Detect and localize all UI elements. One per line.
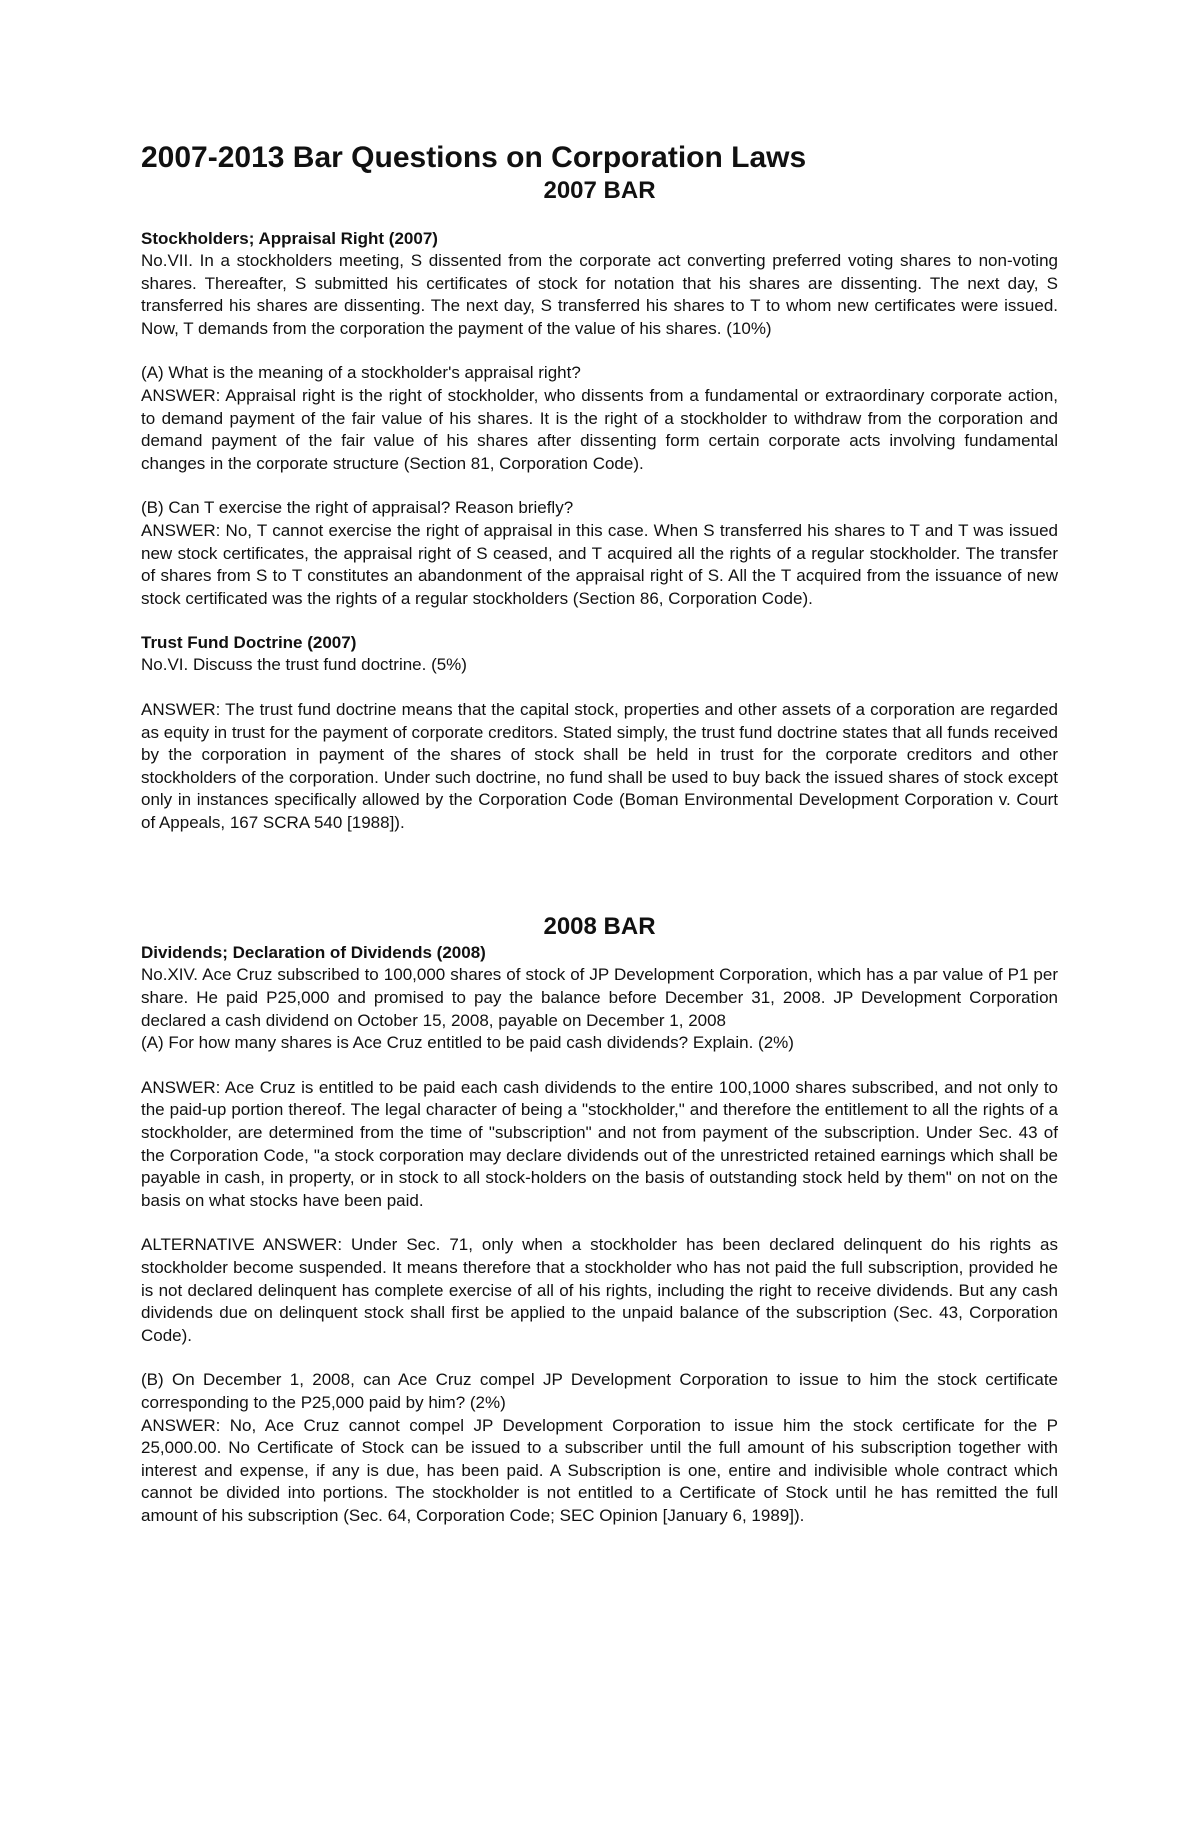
document-page (141, 140, 1058, 1528)
alternative-answer-dividends: ALTERNATIVE ANSWER: Under Sec. 71, only when a stockholder has been declared delinquent do his rights as stockholder become suspended. It means therefore that a stockholder who has not paid the full subscription, provided he is not declared delinquent has complete exercise of all of his rights, including the right to receive dividends. But any cash dividends due on delinquent stock shall first be applied to the unpaid balance of the subscription (Sec. 43, Corporation Code). (141, 1235, 1058, 1345)
question-a-dividends: (A) For how many shares is Ace Cruz entitled to be paid cash dividends? Explain. (2%) (141, 1033, 794, 1053)
answer-a-appraisal: ANSWER: Appraisal right is the right of stockholder, who dissents from a fundamental or extraordinary corporate action, to demand payment of the fair value of his shares. It is the right of a stockholder to withdraw from the corporation and demand payment of the fair value of his shares after dissenting form certain corporate acts involving fundamental changes in the corporate structure (Section 81, Corporation Code). (141, 385, 1058, 473)
document-title: 2007-2013 Bar Questions on Corporation Laws (141, 141, 807, 174)
answer-a-dividends: ANSWER: Ace Cruz is entitled to be paid each cash dividends to the entire 100,1000 shares subscribed, and not only to the paid-up portion thereof. The legal character of being a "stockholder," and therefore the entitlement to all the rights of a stockholder, are determined from the time of "subscription" and not from payment of the subscription. Under Sec. 43 of the Corporation Code, "a stock corporation may declare dividends out of the unrestricted retained earnings which shall be payable in cash, in property, or in stock to all stock-holders on the basis of outstanding stock held by them" on not on the basis on what stocks have been paid. (141, 1077, 1058, 1210)
question-a-appraisal: (A) What is the meaning of a stockholder's appraisal right? (141, 363, 581, 383)
question-dividends: No.XIV. Ace Cruz subscribed to 100,000 shares of stock of JP Development Corporation, which has a par value of P1 per share. He paid P25,000 and promised to pay the balance before December 31, 2008. JP Development Corporation declared a cash dividend on October 15, 2008, payable on December 1, 2008 (141, 965, 1058, 1030)
year-heading-2007: 2007 BAR (543, 177, 656, 204)
answer-b-appraisal: ANSWER: No, T cannot exercise the right of appraisal in this case. When S transferred his shares to T and T was issued new stock certificates, the appraisal right of S ceased, and T acquired all the rights of a regular stockholder. The transfer of shares from S to T constitutes an abandonment of the appraisal right of S. All the T acquired from the issuance of new stock certificated was the rights of a regular stockholders (Section 86, Corporation Code). (141, 520, 1058, 608)
section-heading-appraisal: Stockholders; Appraisal Right (2007) (141, 229, 438, 248)
question-b-appraisal: (B) Can T exercise the right of appraisal? Reason briefly? (141, 498, 574, 518)
question-appraisal: No.VII. In a stockholders meeting, S dissented from the corporate act converting preferred voting shares to non-voting shares. Thereafter, S submitted his certificates of stock for notation that his shares are dissenting. The next day, S transferred his shares are dissenting. The next day, S transferred his shares to T to whom new certificates were issued. Now, T demands from the corporation the payment of the value of his shares. (10%) (141, 251, 1058, 338)
year-heading-2008: 2008 BAR (543, 913, 656, 941)
question-b-dividends: (B) On December 1, 2008, can Ace Cruz compel JP Development Corporation to issue to him the stock certificate corresponding to the P25,000 paid by him? (2%) (141, 1370, 1058, 1412)
question-trust-fund: No.VI. Discuss the trust fund doctrine. (5%) (141, 655, 467, 675)
section-heading-dividends: Dividends; Declaration of Dividends (2008) (141, 943, 486, 963)
section-heading-trust-fund: Trust Fund Doctrine (2007) (141, 633, 357, 653)
answer-b-dividends: ANSWER: No, Ace Cruz cannot compel JP Development Corporation to issue him the stock certificate for the P 25,000.00. No Certificate of Stock can be issued to a subscriber until the full amount of his subscription together with interest and expense, if any is due, has been paid. A Subscription is one, entire and indivisible whole contract which cannot be divided into portions. The stockholder is not entitled to a Certificate of Stock until he has remitted the full amount of his subscription (Sec. 64, Corporation Code; SEC Opinion [January 6, 1989]). (141, 1415, 1058, 1525)
answer-trust-fund: ANSWER: The trust fund doctrine means that the capital stock, properties and other assets of a corporation are regarded as equity in trust for the payment of corporate creditors. Stated simply, the trust fund doctrine states that all funds received by the corporation in payment of the shares of stock shall be held in trust for the corporate creditors and other stockholders of the corporation. Under such doctrine, no fund shall be used to buy back the issued shares of stock except only in instances specifically allowed by the Corporation Code (Boman Environmental Development Corporation v. Court of Appeals, 167 SCRA 540 [1988]). (141, 699, 1058, 832)
